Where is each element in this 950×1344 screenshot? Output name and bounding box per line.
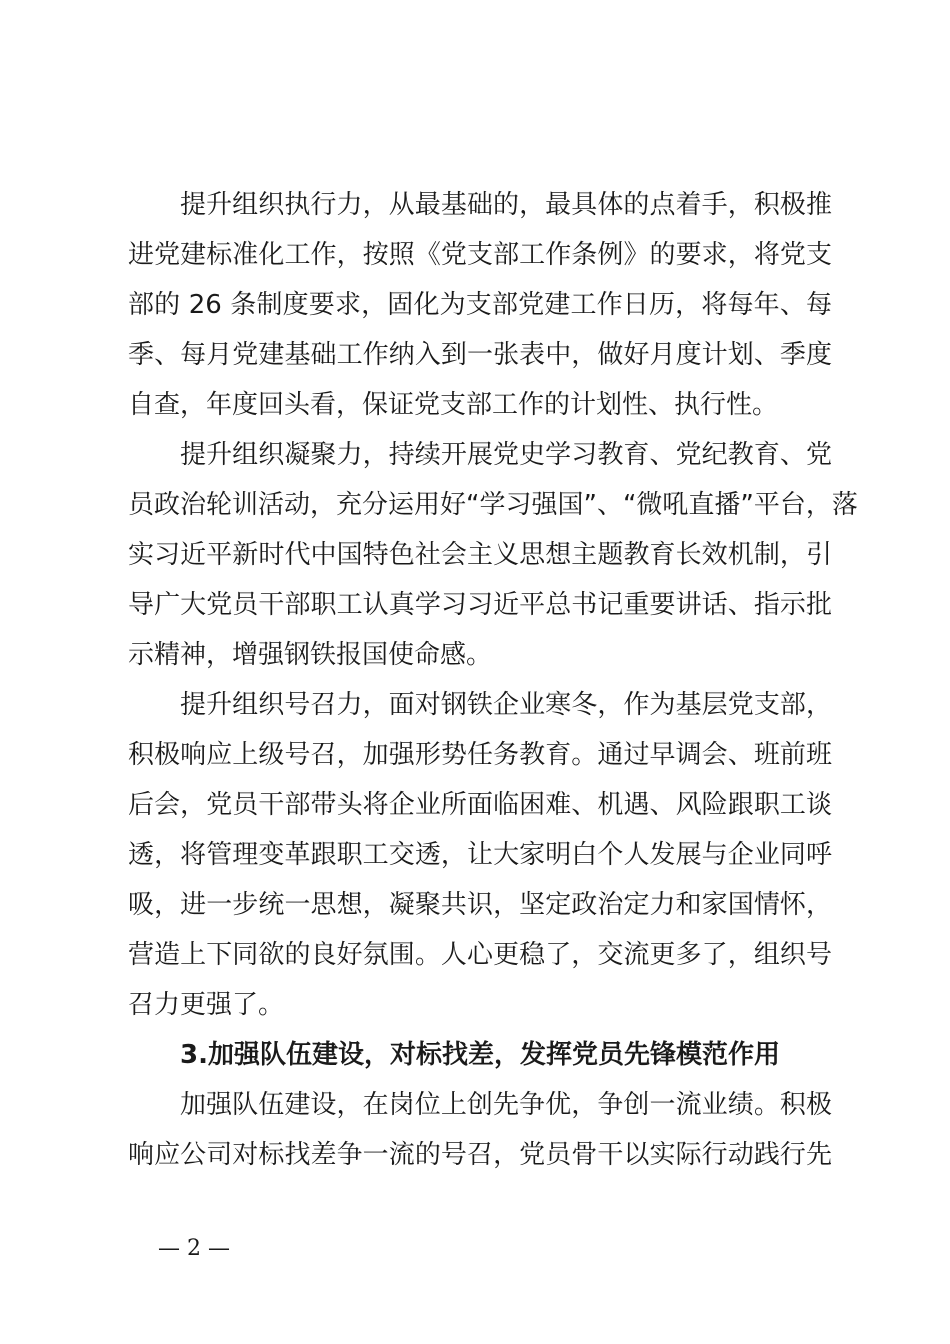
paragraph-line: 后会，党员干部带头将企业所面临困难、机遇、风险跟职工谈 bbox=[128, 790, 832, 820]
paragraph-line: 吸，进一步统一思想，凝聚共识，坚定政治定力和家国情怀， bbox=[128, 890, 832, 920]
paragraph-line: 响应公司对标找差争一流的号召，党员骨干以实际行动践行先 bbox=[128, 1140, 832, 1170]
paragraph-line: 提升组织执行力，从最基础的，最具体的点着手，积极推 bbox=[180, 190, 832, 220]
paragraph-line: 进党建标准化工作，按照《党支部工作条例》的要求，将党支 bbox=[128, 240, 832, 270]
paragraph-line: 示精神，增强钢铁报国使命感。 bbox=[128, 640, 493, 670]
paragraph-line: 提升组织号召力，面对钢铁企业寒冬，作为基层党支部， bbox=[180, 690, 832, 720]
paragraph-line: 透，将管理变革跟职工交透，让大家明白个人发展与企业同呼 bbox=[128, 840, 832, 870]
paragraph-line: 提升组织凝聚力，持续开展党史学习教育、党纪教育、党 bbox=[180, 440, 832, 470]
section-heading: 3.加强队伍建设，对标找差，发挥党员先锋模范作用 bbox=[180, 1040, 780, 1070]
paragraph-line: 导广大党员干部职工认真学习习近平总书记重要讲话、指示批 bbox=[128, 590, 832, 620]
paragraph-line: 员政治轮训活动，充分运用好“学习强国”、“微吼直播”平台，落 bbox=[128, 490, 858, 520]
paragraph-line: 季、每月党建基础工作纳入到一张表中，做好月度计划、季度 bbox=[128, 340, 832, 370]
paragraph-line: 积极响应上级号召，加强形势任务教育。通过早调会、班前班 bbox=[128, 740, 832, 770]
paragraph-line: 自查，年度回头看，保证党支部工作的计划性、执行性。 bbox=[128, 390, 779, 420]
paragraph-line: 召力更强了。 bbox=[128, 990, 285, 1020]
paragraph-line: 部的 26 条制度要求，固化为支部党建工作日历，将每年、每 bbox=[128, 290, 832, 320]
paragraph-line: 加强队伍建设，在岗位上创先争优，争创一流业绩。积极 bbox=[180, 1090, 832, 1120]
page-number: — 2 — bbox=[158, 1236, 230, 1261]
paragraph-line: 营造上下同欲的良好氛围。人心更稳了，交流更多了，组织号 bbox=[128, 940, 832, 970]
paragraph-line: 实习近平新时代中国特色社会主义思想主题教育长效机制，引 bbox=[128, 540, 832, 570]
